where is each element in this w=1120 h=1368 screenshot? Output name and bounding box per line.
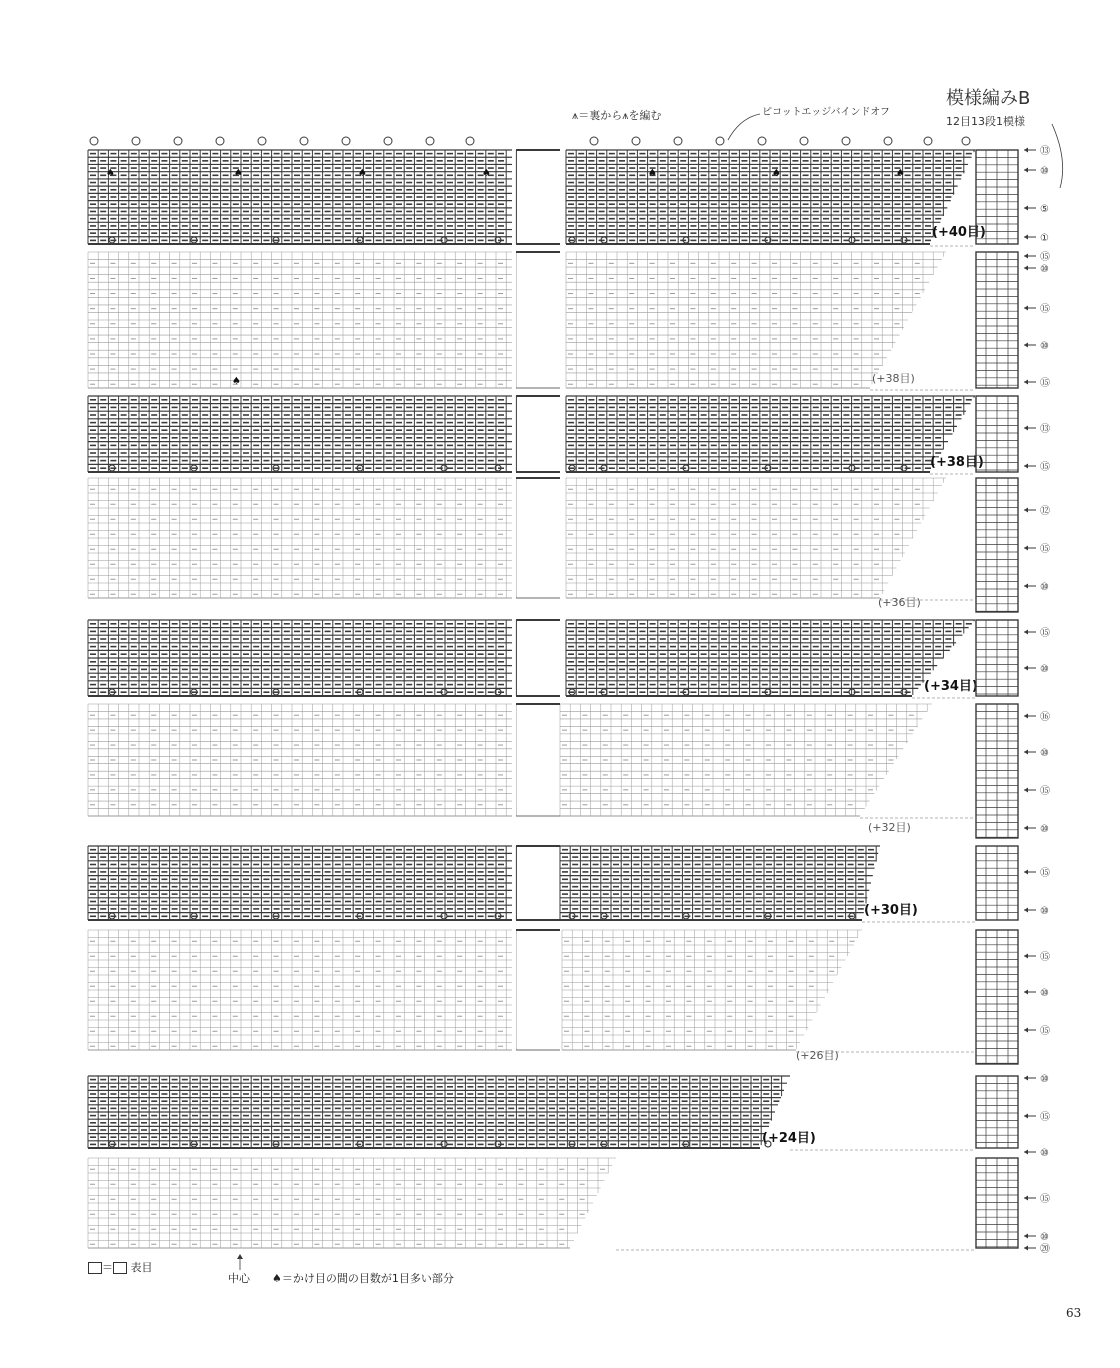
section-stitch-count: (+32目) [868, 821, 911, 834]
section-stitch-count: (+40目) [932, 225, 986, 240]
section-stitch-count: (+38目) [872, 372, 915, 385]
section-stitch-count: (+38目) [930, 455, 984, 470]
section-stitch-count: (+34目) [924, 679, 978, 694]
section-stitch-count: (+36目) [878, 596, 921, 609]
